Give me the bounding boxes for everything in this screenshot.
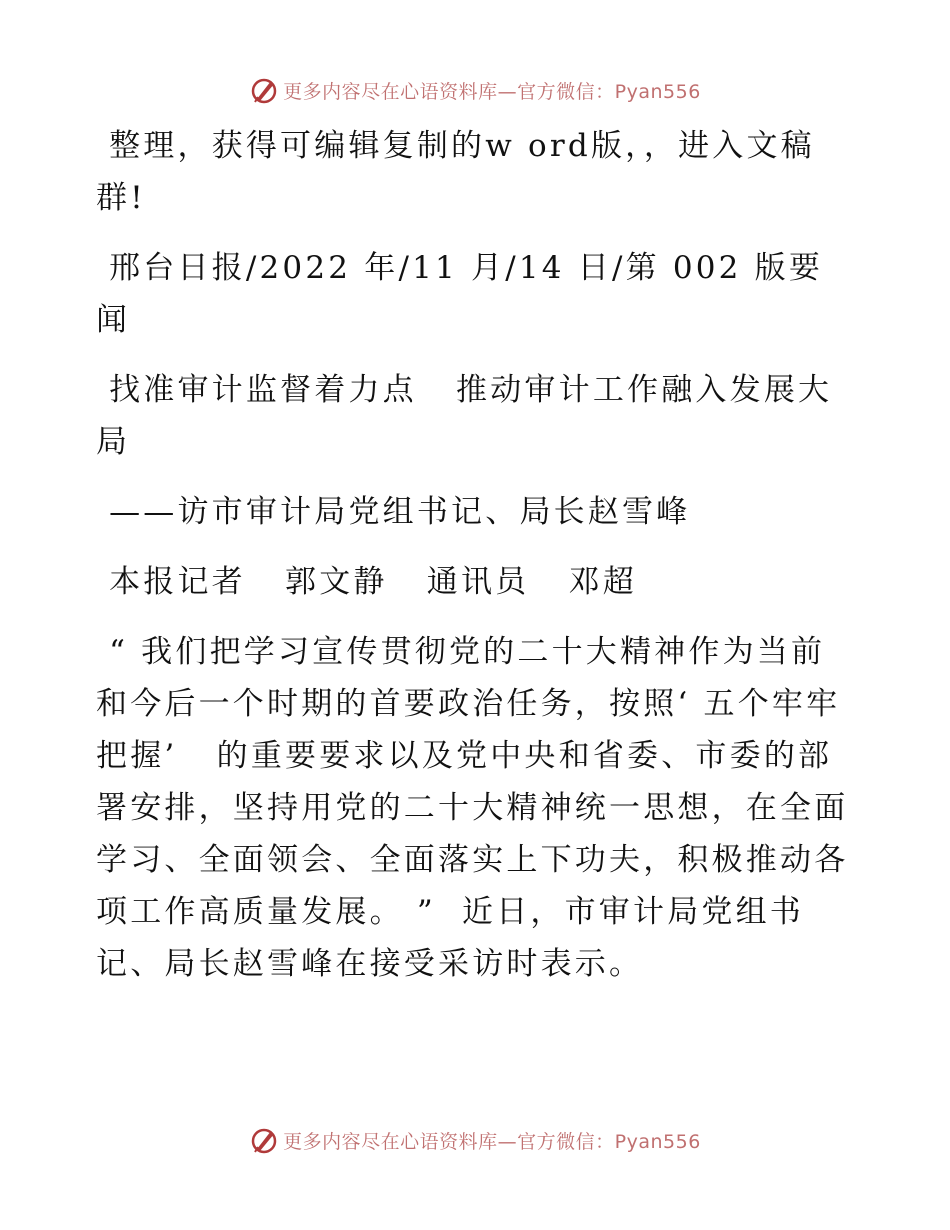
- footer-banner: [0, 1120, 950, 1160]
- header-brand-text: 更多内容尽在心语资料库—官方微信：Pyan556: [283, 80, 701, 103]
- quill-pen-logo-icon: [249, 75, 279, 105]
- source-line: 邢台日报/2022 年/11 月/14 日/第 002 版要闻: [96, 250, 824, 338]
- byline: 本报记者 郭文静 通讯员 邓超: [96, 564, 637, 600]
- intro-text: 整理，获得可编辑复制的w ord版，，进入文稿群!: [96, 128, 815, 216]
- body-paragraph: “ 我们把学习宣传贯彻党的二十大精神作为当前和今后一个时期的首要政治任务，按照‘ 五个牢牢把握’ 的重要要求以及党中央和省委、市委的部署安排，坚持用党的二十大精神统一思想，在全面学习、全面领会、全面落实上下功夫，积极推动各项工作高质量发展。 ” 近日，市审计局党组书记、局长赵雪峰在接受采访时表示。: [96, 634, 849, 982]
- header-banner: [0, 70, 950, 110]
- subheadline: ——访市审计局党组书记、局长赵雪峰: [96, 494, 691, 530]
- footer-brand-text: 更多内容尽在心语资料库—官方微信：Pyan556: [283, 1130, 701, 1153]
- document-body: [96, 120, 856, 990]
- quill-pen-logo-icon: [249, 1125, 279, 1155]
- headline: 找准审计监督着力点 推动审计工作融入发展大局: [96, 372, 833, 460]
